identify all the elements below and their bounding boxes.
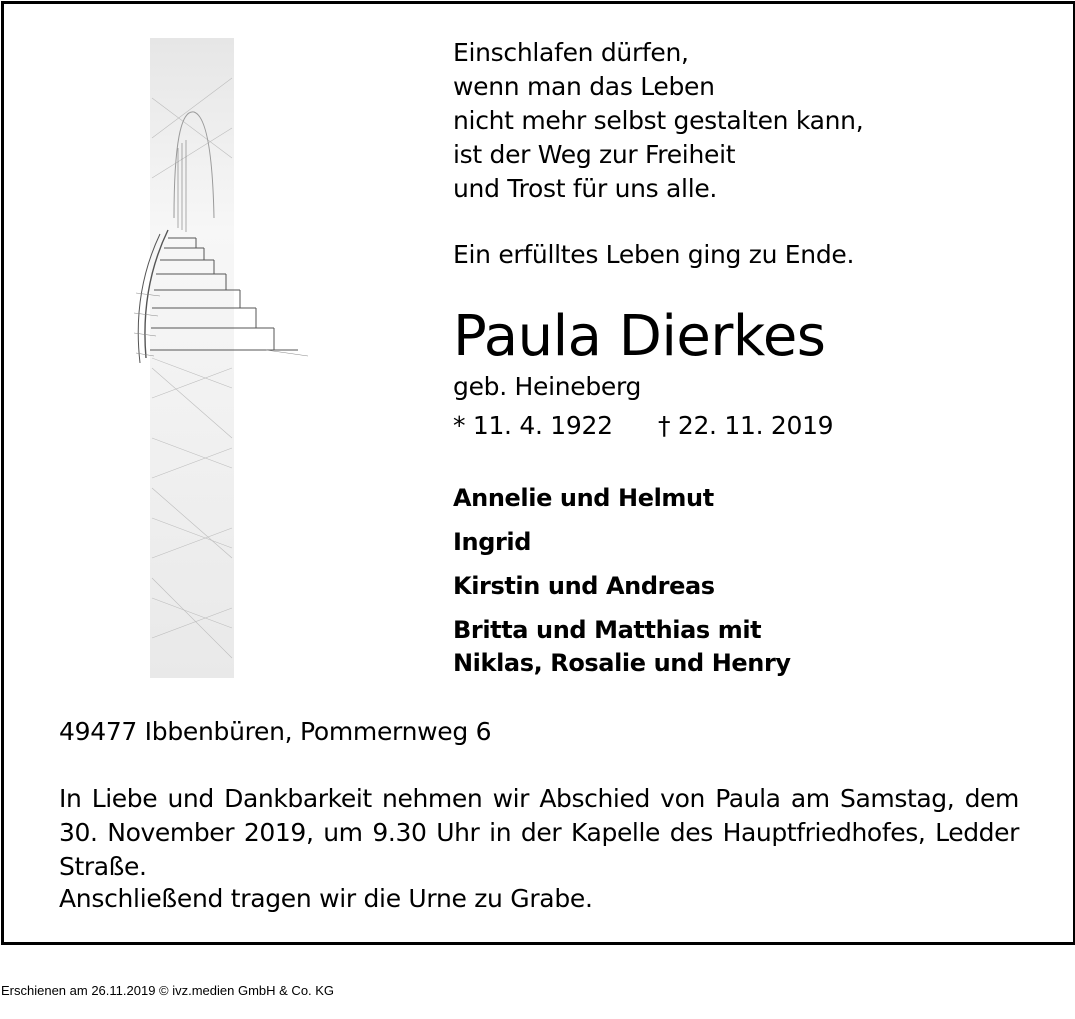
closing-notice: Anschließend tragen wir die Urne zu Grabe. bbox=[59, 884, 593, 913]
poem-line: ist der Weg zur Freiheit bbox=[453, 140, 736, 169]
obituary-frame bbox=[1, 1, 1075, 945]
staircase-icon bbox=[116, 38, 316, 678]
death-date: † 22. 11. 2019 bbox=[658, 411, 834, 440]
birth-date: * 11. 4. 1922 bbox=[453, 411, 613, 440]
poem-line: Einschlafen dürfen, bbox=[453, 38, 689, 67]
family-list bbox=[453, 482, 791, 680]
birth-name: geb. Heineberg bbox=[453, 372, 642, 401]
life-dates bbox=[453, 410, 834, 442]
deceased-name: Paula Dierkes bbox=[453, 304, 826, 369]
motto-line: Ein erfülltes Leben ging zu Ende. bbox=[453, 240, 855, 269]
poem-line: wenn man das Leben bbox=[453, 72, 715, 101]
family-member-continued: Niklas, Rosalie und Henry bbox=[453, 649, 791, 677]
publication-footer: Erschienen am 26.11.2019 © ivz.medien GmbH & Co. KG bbox=[1, 983, 335, 998]
poem-line: und Trost für uns alle. bbox=[453, 174, 718, 203]
poem bbox=[453, 36, 863, 206]
poem-line: nicht mehr selbst gestalten kann, bbox=[453, 106, 864, 135]
family-member: Kirstin und Andreas bbox=[453, 572, 715, 600]
ceremony-notice: In Liebe und Dankbarkeit nehmen wir Abschied von Paula am Samstag, dem 30. November 2019, um 9.30 Uhr in der Kapelle des Hauptfriedhofes, Ledder Straße. bbox=[59, 784, 1019, 881]
family-member: Annelie und Helmut bbox=[453, 484, 714, 512]
address: 49477 Ibbenbüren, Pommernweg 6 bbox=[59, 717, 492, 746]
family-member: Ingrid bbox=[453, 528, 532, 556]
family-member: Britta und Matthias mit bbox=[453, 616, 762, 644]
